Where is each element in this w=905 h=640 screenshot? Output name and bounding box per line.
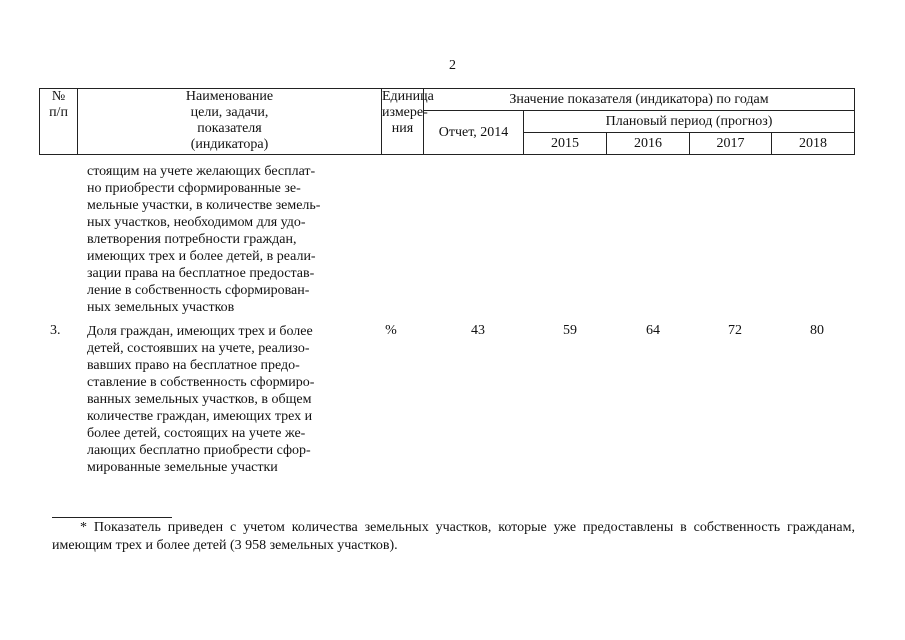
row3-indicator-name: Доля граждан, имеющих трех и более детей, состоявших на учете, реализо- вавших право на бесплатное предо- ставление в собственность сформиро- ванных земельных участков, в общем количестве граждан, имеющих трех и более детей, состоящих на учете же- лающих бесплатно приобрести сфор- мированные земельные участки [87, 324, 315, 475]
header-name: Наименование цели, задачи, показателя (индикатора) [78, 89, 382, 155]
header-year-2016: 2016 [607, 133, 690, 155]
header-value-title: Значение показателя (индикатора) по годам [424, 89, 855, 111]
header-report-2014: Отчет, 2014 [424, 111, 524, 155]
row3-unit: % [385, 323, 397, 338]
row3-number: 3. [50, 323, 61, 338]
footnote-divider [52, 517, 172, 518]
header-number: № п/п [40, 89, 78, 155]
row3-report-2014: 43 [471, 323, 485, 338]
header-unit: Единица измере- ния [382, 89, 424, 155]
row3-value-2015: 59 [563, 323, 577, 338]
footnote: * Показатель приведен с учетом количества земельных участков, которые уже предоставлены в собственность гражданам, имеющим трех и более детей (3 958 земельных участков). [52, 520, 855, 553]
header-year-2015: 2015 [524, 133, 607, 155]
header-plan-period: Плановый период (прогноз) [524, 111, 855, 133]
header-year-2017: 2017 [690, 133, 772, 155]
row3-value-2018: 80 [810, 323, 824, 338]
header-year-2018: 2018 [772, 133, 855, 155]
row3-value-2017: 72 [728, 323, 742, 338]
indicator-table-header [39, 88, 855, 155]
continuation-text: стоящим на учете желающих бесплат- но приобрести сформированные зе- мельные участки, в количестве земель- ных участков, необходимом для удо- влетворения потребности граждан, имеющих трех и более детей, в реали- зации права на бесплатное предостав- ление в собственность сформирован- ных земельных участков [87, 164, 321, 315]
row3-value-2016: 64 [646, 323, 660, 338]
page-number: 2 [449, 58, 456, 73]
